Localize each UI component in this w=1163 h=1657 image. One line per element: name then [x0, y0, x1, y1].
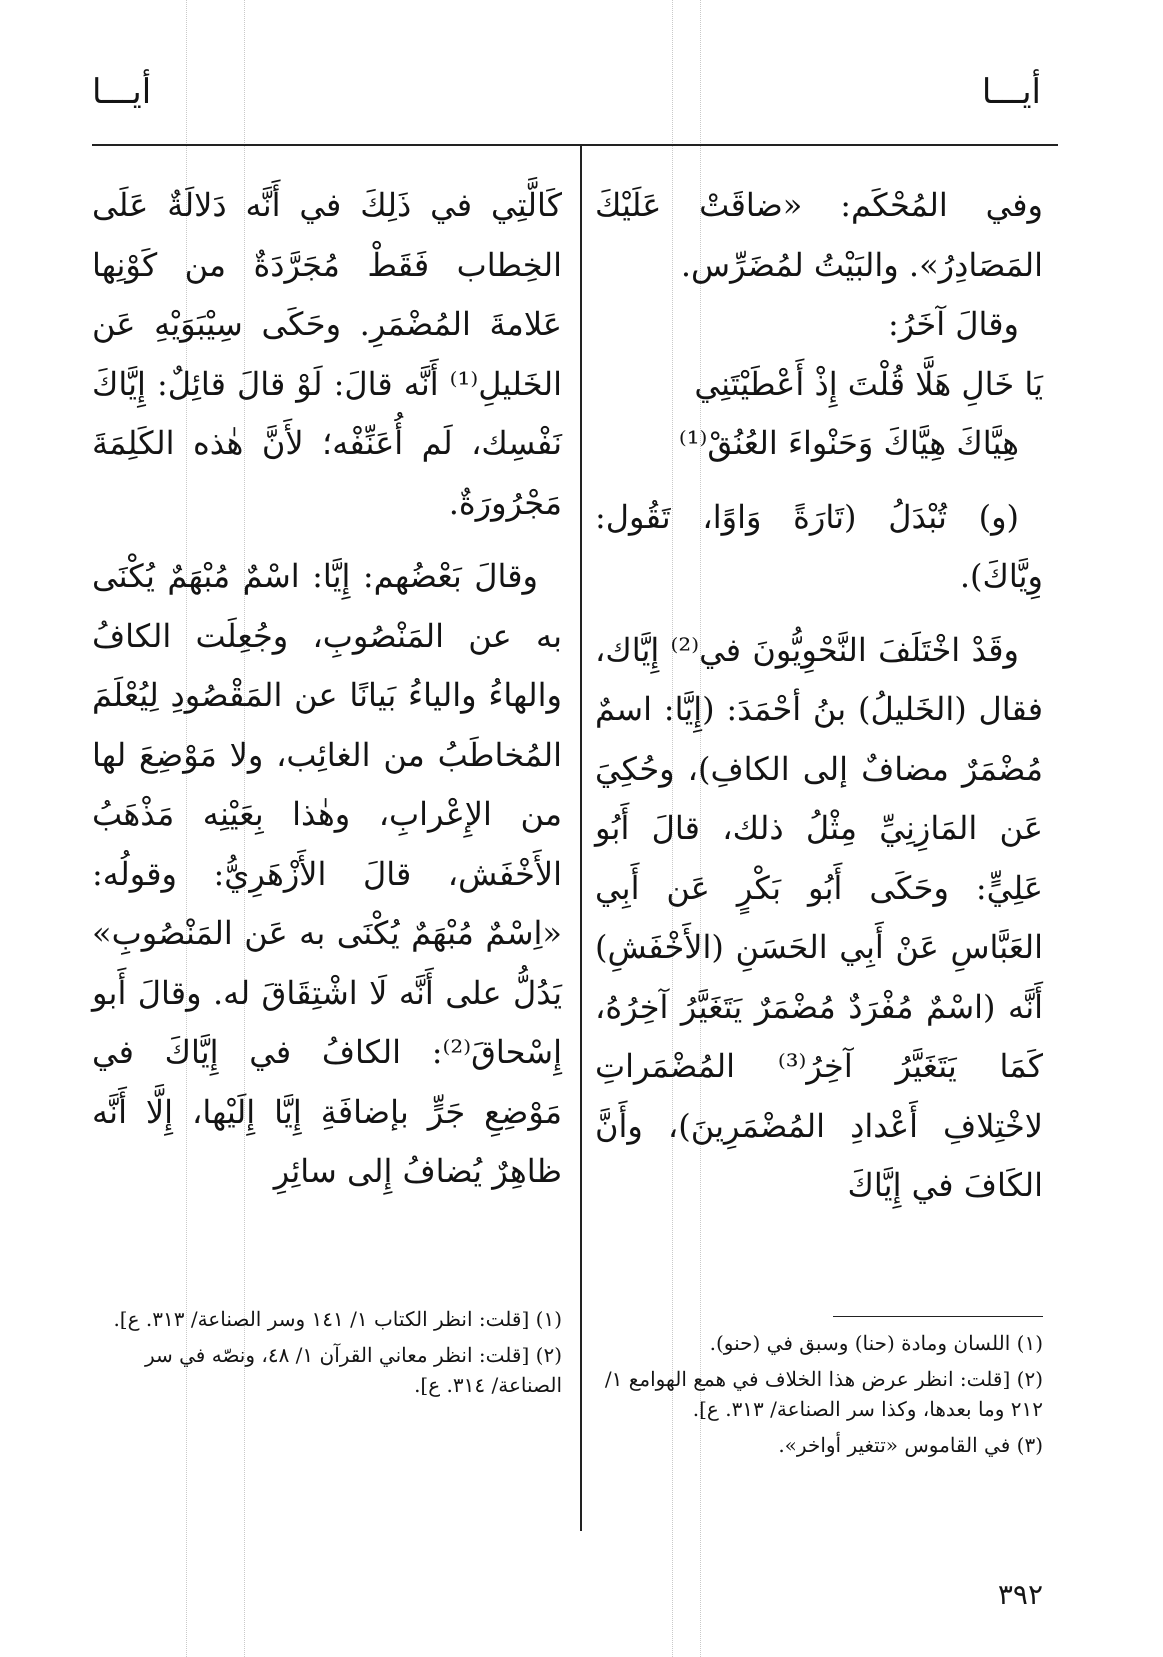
running-header-right: أيـــا: [981, 72, 1041, 112]
footnote: (٢) [قلت: انظر معاني القرآن ١/ ٤٨، ونصّه في سر الصناعة/ ٣١٤. ع].: [144, 1343, 562, 1397]
paragraph: وقالَ آخَرُ:: [887, 305, 1019, 343]
footnote: (١) [قلت: انظر الكتاب ١/ ١٤١ وسر الصناعة/ ٣١٣. ع].: [113, 1307, 562, 1331]
left-column-footnotes: [92, 1304, 562, 1400]
paragraph: كَالَّتِي في ذَلِكَ في أَنَّه دَلالَةٌ عَلَى الخِطاب فَقَطْ مُجَرَّدَةٌ من كَوْنِها عَلامةَ المُضْمَرِ. وحَكَى سِيْبَوَيْهِ عَن الخَليلِ⁽¹⁾ أَنَّه قالَ: لَوْ قالَ قائِلٌ: إِيَّاكَ نَفْسِك، لَم أُعَنِّفْه؛ لأَنَّ هٰذه الكَلِمَةَ مَجْرُورَةٌ.: [92, 186, 562, 522]
running-header-left: أيـــا: [92, 72, 152, 112]
paragraph: وفي المُحْكَم: «ضاقَتْ عَلَيْكَ المَصَادِرُ». والبَيْتُ لمُضَرِّس.: [595, 186, 1043, 284]
paragraph: وقَدْ اخْتَلَفَ النَّحْوِيُّونَ في⁽²⁾ إِيَّاك، فقال (الخَليلُ) بنُ أحْمَدَ: (إِيَّا: اسمٌ مُضْمَرٌ مضافٌ إلى الكافِ)، وحُكِيَ عَن المَازِنِيِّ مِثْلُ ذلك، قالَ أَبُو عَلِيٍّ: وحَكَى أَبُو بَكْرٍ عَن أَبِي العَبَّاسِ عَنْ أَبِي الحَسَنِ (الأَخْفَشِ) أَنَّه (اسْمٌ مُفْرَدٌ مُضْمَرٌ يَتَغَيَّرُ آخِرُهُ، كَمَا يَتَغَيَّرُ آخِرُ⁽³⁾ المُضْمَراتِ لاخْتِلافِ أَعْدادِ المُضْمَرِينَ)، وأَنَّ الكَافَ في إِيَّاكَ: [595, 630, 1044, 1204]
page-number: ٣٩٢: [997, 1578, 1043, 1611]
verse-line: هِيَّاكَ هِيَّاكَ وَحَنْواءَ العُنُقْ⁽¹⁾: [678, 424, 1019, 462]
column-divider: [580, 146, 582, 1531]
right-column-text: [595, 176, 1043, 1216]
verse-line: يَا خَالِ هَلَّا قُلْتَ إِذْ أَعْطَيْتَنِي: [694, 364, 1043, 403]
paragraph: (و) تُبْدَلُ (تَارَةً وَاوًا، تَقُول: وِيَّاكَ).: [595, 497, 1043, 595]
footnote-rule: [833, 1316, 1043, 1317]
footnote: (٢) [قلت: انظر عرض هذا الخلاف في همع الهوامع ١/ ٢١٢ وما بعدها، وكذا سر الصناعة/ ٣١٣. ع].: [604, 1367, 1043, 1421]
right-column-footnotes: [595, 1328, 1043, 1460]
footnote: (٣) في القاموس «تتغير أواخر».: [778, 1433, 1043, 1457]
left-column-text: [92, 176, 562, 1202]
header-rule: [92, 144, 1058, 146]
paragraph: وقالَ بَعْضُهم: إِيَّا: اسْمٌ مُبْهَمٌ يُكْنَى به عن المَنْصُوبِ، وجُعِلَت الكافُ والهاءُ والياءُ بَيانًا عن المَقْصُودِ لِيُعْلَمَ المُخاطَبُ من الغائِب، ولا مَوْضِعَ لها من الإِعْرابِ، وهٰذا بِعَيْنِه مَذْهَبُ الأَخْفَش، قالَ الأَزْهَرِيُّ: وقولُه: «اِسْمٌ مُبْهَمٌ يُكْنَى به عَن المَنْصُوبِ» يَدُلُّ على أَنَّه لَا اشْتِقَاقَ له. وقالَ أَبو إِسْحاقَ⁽²⁾: الكافُ في إِيَّاكَ في مَوْضِعِ جَرٍّ بإضافَةِ إِيَّا إِلَيْها، إِلَّا أَنَّه ظاهِرٌ يُضافُ إِلى سائِرِ: [92, 557, 562, 1190]
footnote: (١) اللسان ومادة (حنا) وسبق في (حنو).: [709, 1331, 1043, 1355]
